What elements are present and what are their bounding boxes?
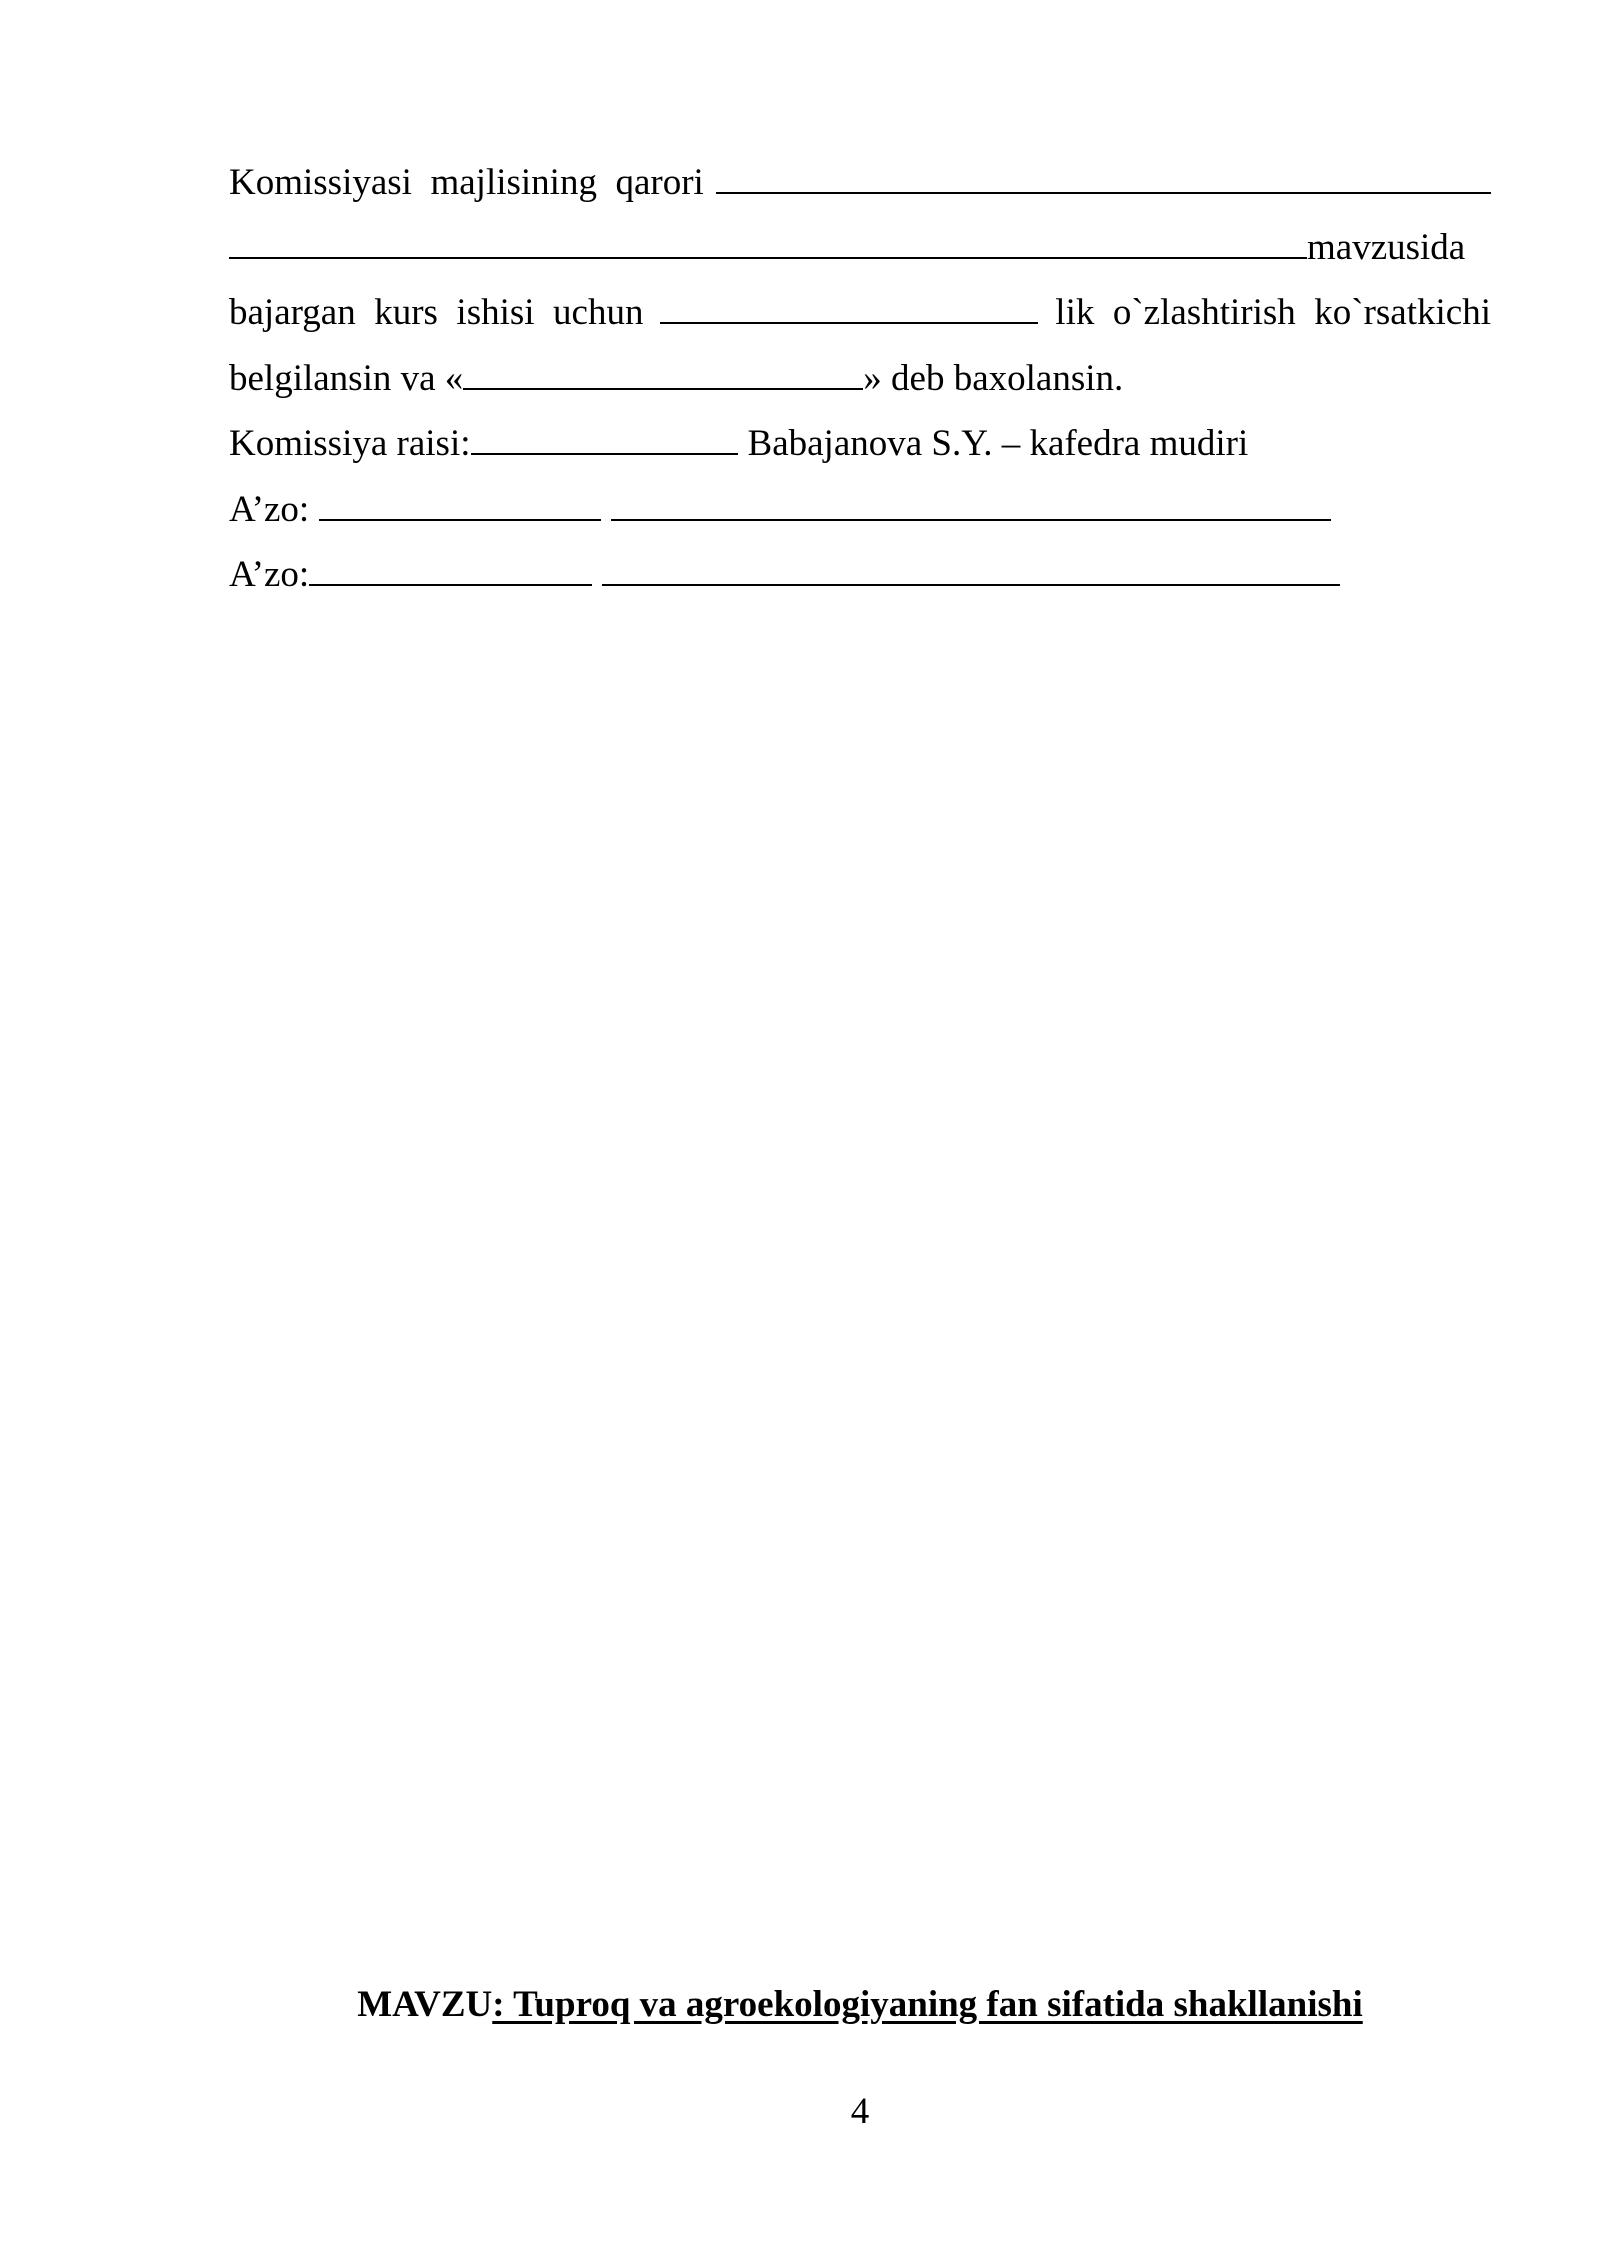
member-1-name-field[interactable] <box>611 489 1331 521</box>
chair-signature-field[interactable] <box>471 423 738 455</box>
member-2-signature-line <box>229 553 1340 597</box>
member-1-signature-line <box>229 488 1331 532</box>
decision-line-1 <box>229 161 1491 205</box>
chair-signature-line <box>229 422 1248 466</box>
member-1-signature-field[interactable] <box>319 489 601 521</box>
member-2-name-field[interactable] <box>602 554 1340 586</box>
decision-line-3-text-b: lik o`zlashtirish ko`rsatkichi <box>1055 292 1491 333</box>
chair-name: Babajanova S.Y. – kafedra mudiri <box>747 423 1249 464</box>
decision-line-2 <box>229 226 1465 270</box>
topic-prefix: MAVZU <box>357 1984 493 2025</box>
topic-blank-field[interactable] <box>229 227 1307 259</box>
decision-line-3-text-a: bajargan kurs ishisi uchun <box>229 292 644 333</box>
grade-blank-field[interactable] <box>463 358 863 390</box>
topic-heading <box>0 1983 1600 2027</box>
chair-label: Komissiya raisi: <box>229 423 471 464</box>
decision-line-3 <box>229 291 1491 335</box>
decision-line-4 <box>229 357 1123 401</box>
member-2-signature-field[interactable] <box>309 554 592 586</box>
topic-title: : Tuproq va agroekologiyaning fan sifatida shakllanishi <box>492 1984 1363 2025</box>
member-2-label: A’zo: <box>229 554 310 595</box>
decision-line-4-text-b: » deb baxolansin. <box>863 358 1124 399</box>
percent-blank-field[interactable] <box>660 292 1038 324</box>
page-number: 4 <box>850 2091 870 2132</box>
decision-line-2-text: mavzusida <box>1307 227 1466 268</box>
decision-blank-field[interactable] <box>716 162 1491 194</box>
decision-line-1-text: Komissiyasi majlisining qarori <box>229 162 704 203</box>
member-1-label: A’zo: <box>229 489 310 530</box>
decision-line-4-text-a: belgilansin va « <box>229 358 464 399</box>
